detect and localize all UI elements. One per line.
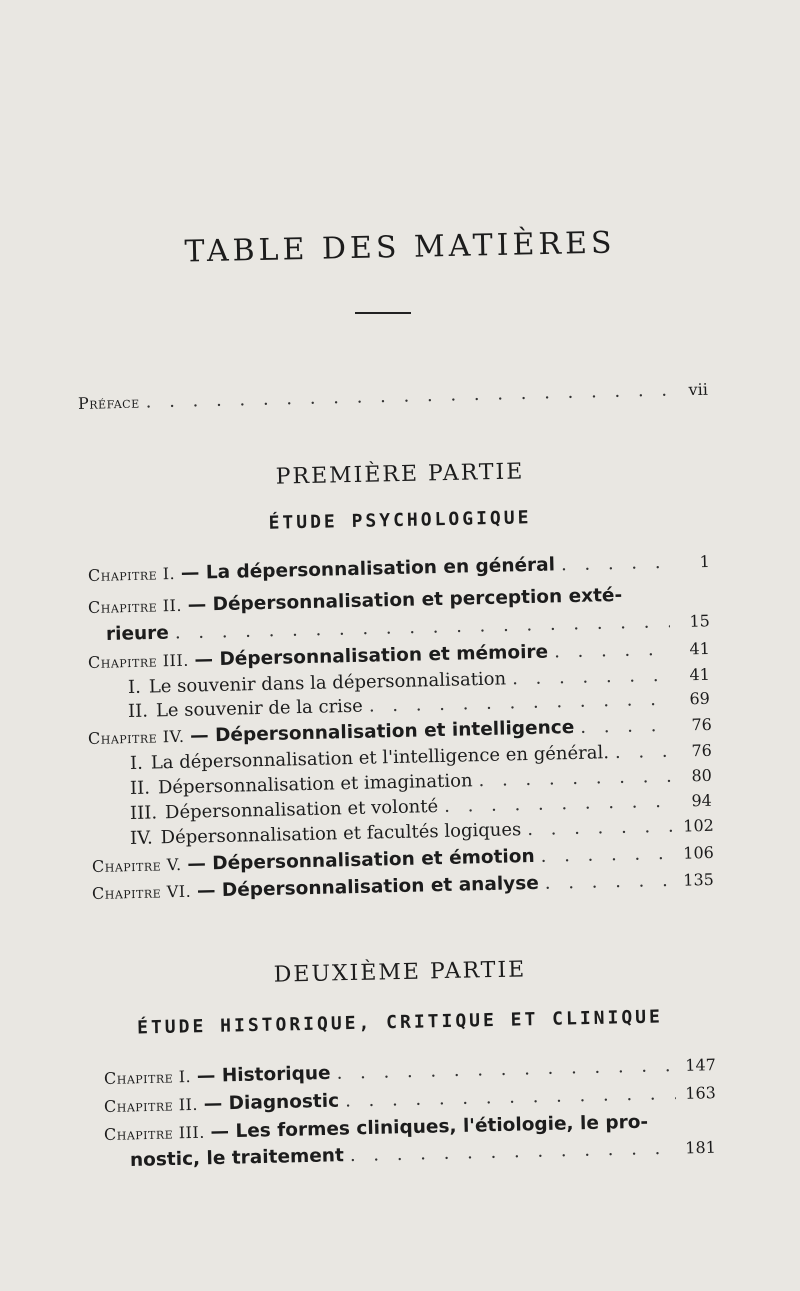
section-title: Le souvenir dans la dépersonnalisation: [148, 668, 507, 698]
leader-dots: [580, 715, 672, 738]
page-number: 102: [683, 815, 715, 836]
chapter-title: — La dépersonnalisation en général: [180, 554, 556, 584]
chapter-title: — Historique: [196, 1062, 331, 1087]
chapter-label: Chapitre III.: [87, 650, 190, 672]
chapter-title: — Dépersonnalisation et mémoire: [194, 641, 549, 671]
chapter-title: — Dépersonnalisation et intelligence: [189, 716, 575, 747]
chapter-title: — Dépersonnalisation et analyse: [196, 872, 540, 902]
title-rule: [355, 312, 411, 314]
page-number: 41: [689, 638, 711, 659]
part-title: DEUXIÈME PARTIE: [273, 957, 527, 988]
page-number: 163: [685, 1083, 717, 1103]
page-number: 106: [683, 842, 715, 863]
chapter-label: Chapitre II.: [103, 1094, 199, 1116]
leader-dots: [175, 611, 670, 643]
page-number: 147: [685, 1055, 717, 1075]
section-number: I.: [129, 752, 144, 774]
chapter-title: — Dépersonnalisation et perception exté-: [187, 584, 623, 616]
page-number: 1: [699, 551, 711, 572]
leader-dots: [527, 816, 674, 840]
chapter-label: Chapitre I.: [103, 1067, 192, 1088]
leader-dots: [336, 1055, 676, 1084]
page-number: 15: [689, 611, 711, 631]
page-number: 41: [689, 664, 711, 685]
page-title: TABLE DES MATIÈRES: [184, 225, 616, 270]
chapter-title: — Les formes cliniques, l'étiologie, le pro-: [210, 1111, 649, 1143]
chapter-label: Chapitre VI.: [91, 881, 192, 903]
chapter-label: Chapitre III.: [103, 1122, 206, 1144]
leader-dots: [478, 766, 672, 791]
leader-dots: [554, 639, 670, 663]
leader-dots: [369, 689, 671, 717]
part-subtitle: ÉTUDE PSYCHOLOGIQUE: [268, 507, 532, 534]
part-title: PREMIÈRE PARTIE: [275, 459, 525, 490]
chapter-title: — Diagnostic: [203, 1090, 340, 1115]
leader-dots: [444, 791, 672, 817]
section-number: II.: [129, 777, 151, 799]
leader-dots: [350, 1138, 677, 1166]
page-number: vii: [688, 379, 709, 400]
chapter-label: Chapitre IV.: [87, 726, 185, 748]
page-number: 94: [691, 790, 713, 811]
page-number: 80: [691, 765, 713, 786]
chapter-label: Chapitre V.: [91, 854, 182, 876]
leader-dots: [561, 552, 670, 575]
page-number: 76: [691, 714, 713, 735]
leader-dots: [545, 870, 675, 894]
section-number: III.: [129, 802, 158, 824]
leader-dots: [615, 741, 672, 763]
page-number: 181: [685, 1137, 717, 1158]
toc-entry-preface: [78, 379, 708, 414]
section-number: II.: [127, 700, 149, 722]
page-number: 76: [691, 740, 713, 761]
toc-entry: [88, 551, 710, 586]
preface-label: Préface: [77, 392, 140, 413]
leader-dots: [540, 843, 674, 867]
chapter-title-continuation: nostic, le traitement: [129, 1145, 345, 1171]
section-title: Le souvenir de la crise: [155, 695, 364, 722]
leader-dots: [345, 1083, 676, 1112]
section-title: La dépersonnalisation et l'intelligence en général.: [150, 742, 610, 774]
page-number: 69: [689, 688, 711, 709]
leader-dots: [512, 665, 670, 690]
section-number: IV.: [129, 827, 153, 849]
part-subtitle: ÉTUDE HISTORIQUE, CRITIQUE ET CLINIQUE: [136, 1006, 664, 1039]
section-number: I.: [127, 676, 142, 698]
leader-dots: [145, 380, 668, 413]
chapter-title: — Dépersonnalisation et émotion: [187, 845, 535, 875]
chapter-label: Chapitre I.: [87, 564, 176, 585]
section-title: Dépersonnalisation et volonté: [164, 796, 439, 824]
section-title: Dépersonnalisation et imagination: [157, 770, 473, 799]
page-number: 135: [683, 869, 715, 890]
section-title: Dépersonnalisation et facultés logiques: [160, 819, 522, 849]
chapter-label: Chapitre II.: [87, 595, 183, 617]
chapter-title-continuation: rieure: [105, 622, 170, 645]
